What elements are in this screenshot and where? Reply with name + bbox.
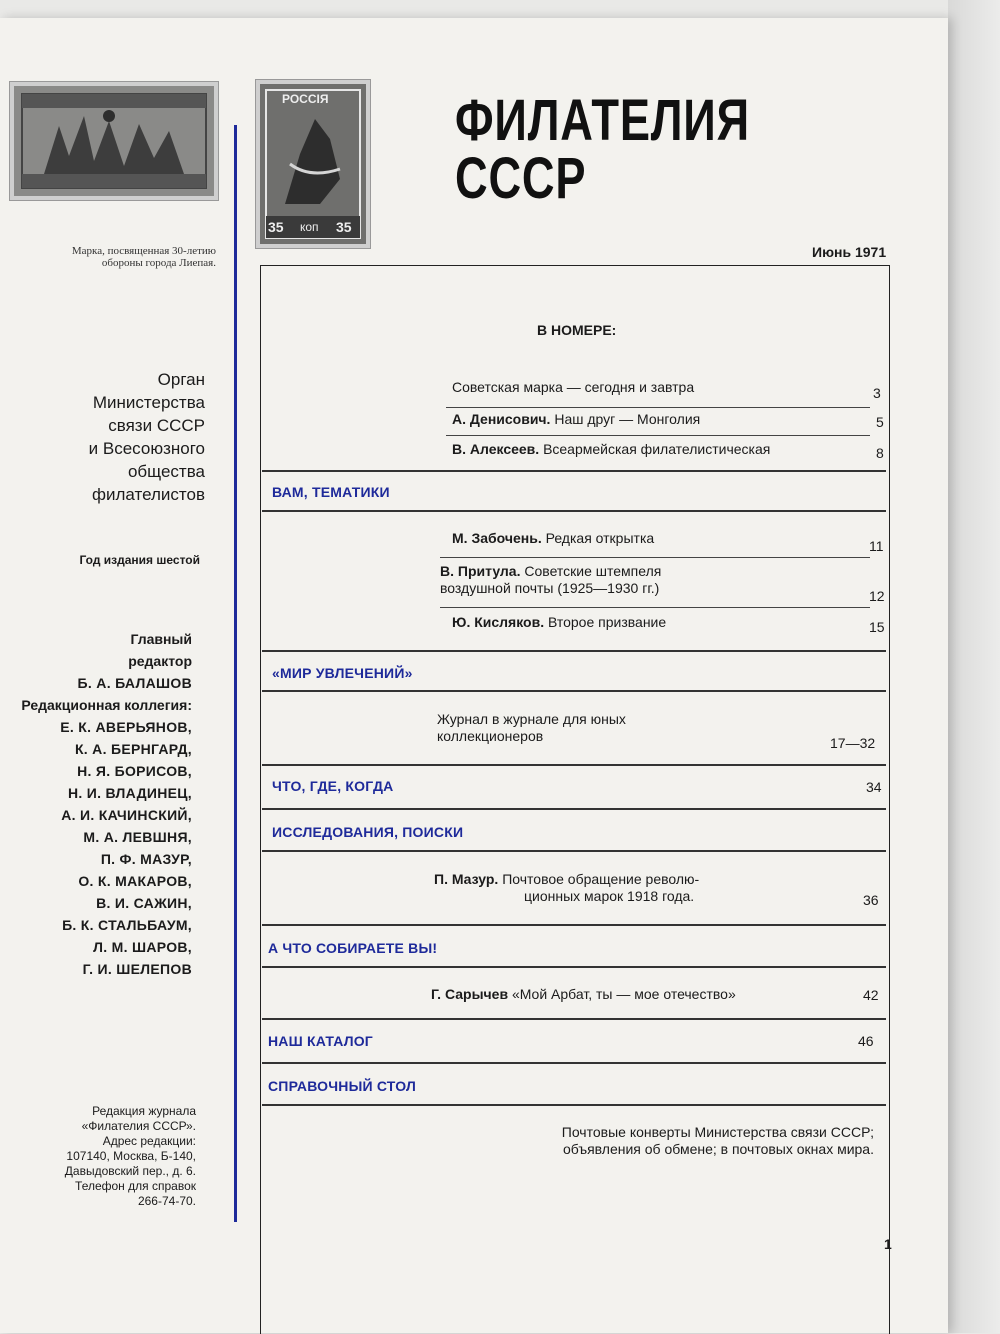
board-member: В. И. САЖИН, — [96, 895, 192, 911]
section-heading[interactable]: ИССЛЕДОВАНИЯ, ПОИСКИ — [272, 824, 464, 840]
editorial-board — [0, 628, 192, 980]
contents-item[interactable] — [431, 986, 736, 1003]
address-line: Редакция журнала — [92, 1104, 196, 1118]
address-line: 266-74-70. — [137, 1194, 196, 1208]
item-title: Советская марка — сегодня и завтра — [452, 379, 695, 395]
item-title: Советские штемпеля — [524, 563, 662, 579]
stamp-caption: Марка, посвященная 30-летию обороны города Лиепая. — [71, 245, 216, 269]
stamp-value-left: 35 — [268, 219, 284, 235]
item-page: 42 — [863, 987, 879, 1003]
section-heading[interactable]: НАШ КАТАЛОГ — [268, 1033, 373, 1049]
item-separator — [440, 607, 870, 608]
contents-item[interactable] — [452, 614, 666, 631]
contents-heading: В НОМЕРЕ: — [537, 322, 617, 338]
title-line-2: СССР — [455, 146, 587, 211]
section-separator — [262, 808, 886, 810]
section-separator — [262, 1062, 886, 1064]
item-title: Редкая открытка — [545, 530, 655, 546]
item-page: 3 — [873, 385, 881, 401]
section-separator — [262, 1104, 886, 1106]
item-author: В. Притула. — [440, 563, 521, 579]
section-separator — [262, 650, 886, 652]
organ-line: Орган — [157, 370, 205, 389]
title-line-1: ФИЛАТЕЛИЯ — [455, 88, 750, 153]
contents-item[interactable] — [460, 1124, 874, 1158]
item-page: 11 — [869, 538, 884, 554]
organ-line: связи СССР — [108, 416, 205, 435]
board-member: Г. И. ШЕЛЕПОВ — [82, 961, 192, 977]
item-title-continued: коллекционеров — [437, 728, 544, 744]
section-heading[interactable]: СПРАВОЧНЫЙ СТОЛ — [268, 1078, 416, 1094]
board-member: Б. К. СТАЛЬБАУМ, — [62, 917, 192, 933]
board-title: Редакционная коллегия: — [21, 697, 192, 713]
section-separator — [262, 924, 886, 926]
board-member: П. Ф. МАЗУР, — [100, 851, 192, 867]
board-member: Н. И. ВЛАДИНЕЦ, — [67, 785, 192, 801]
item-author: Ю. Кисляков. — [452, 614, 545, 630]
item-page: 15 — [869, 619, 885, 635]
item-title-continued: воздушной почты (1925—1930 гг.) — [440, 580, 660, 596]
editor-name: Б. А. БАЛАШОВ — [77, 675, 192, 691]
item-author: В. Алексеев. — [452, 441, 540, 457]
organ-line: и Всесоюзного — [88, 439, 205, 458]
page-number: 1 — [884, 1236, 892, 1252]
section-separator — [262, 470, 886, 472]
address-line: 107140, Москва, Б-140, — [66, 1149, 196, 1163]
item-page: 36 — [863, 892, 879, 908]
board-member: А. И. КАЧИНСКИЙ, — [61, 807, 192, 823]
issue-date: Июнь 1971 — [812, 244, 887, 260]
item-title: Почтовые конверты Министерства связи СССР; — [561, 1124, 874, 1140]
magazine-title — [455, 88, 750, 211]
contents-item[interactable] — [452, 379, 694, 396]
address-line: Телефон для справок — [75, 1179, 196, 1193]
stamp-value-right: 35 — [336, 219, 352, 235]
item-page: 12 — [869, 588, 885, 604]
item-author: М. Забочень. — [452, 530, 542, 546]
section-separator — [262, 690, 886, 692]
board-member: К. А. БЕРНГАРД, — [74, 741, 192, 757]
item-page: 17—32 — [830, 735, 876, 751]
item-title: Почтовое обращение револю- — [502, 871, 700, 887]
section-heading[interactable]: ВАМ, ТЕМАТИКИ — [272, 484, 390, 500]
item-title: Второе призвание — [547, 614, 667, 630]
contents-item[interactable] — [437, 711, 626, 745]
section-heading[interactable]: ЧТО, ГДЕ, КОГДА — [272, 778, 394, 794]
item-title: Всеармейская филателистическая — [543, 441, 771, 457]
section-separator — [262, 764, 886, 766]
section-heading[interactable]: А ЧТО СОБИРАЕТЕ ВЫ! — [268, 940, 438, 956]
item-separator — [440, 557, 870, 558]
section-heading[interactable]: «МИР УВЛЕЧЕНИЙ» — [272, 665, 413, 681]
item-author: Г. Сарычев — [431, 986, 509, 1002]
stamp-unit-label: коп — [300, 220, 319, 234]
address-line: Адрес редакции: — [102, 1134, 196, 1148]
section-separator — [262, 966, 886, 968]
stamp-rossia-35 — [256, 80, 370, 248]
item-title-continued: объявления об обмене; в почтовых окнах мира. — [562, 1141, 874, 1157]
item-separator — [446, 407, 870, 408]
address-line: Давыдовский пер., д. 6. — [64, 1164, 196, 1178]
publication-year: Год издания шестой — [79, 553, 200, 567]
contents-item[interactable] — [452, 411, 700, 428]
item-author: А. Денисович. — [452, 411, 551, 427]
stamp-liepaja — [10, 82, 218, 200]
editor-title: Главный — [130, 631, 192, 647]
section-separator — [262, 850, 886, 852]
item-title: Журнал в журнале для юных — [437, 711, 626, 727]
address-line: «Филателия СССР». — [81, 1119, 196, 1133]
contents-item[interactable] — [452, 530, 654, 547]
background-cloth — [948, 0, 1000, 1333]
board-member: Л. М. ШАРОВ, — [93, 939, 192, 955]
contents-item[interactable] — [452, 441, 770, 458]
item-page: 5 — [876, 414, 884, 430]
stamp-liepaja-image — [14, 86, 214, 196]
board-member: Е. К. АВЕРЬЯНОВ, — [60, 719, 192, 735]
stamp-country-label: РОССIЯ — [282, 92, 329, 106]
item-title: Наш друг — Монголия — [554, 411, 701, 427]
section-separator — [262, 510, 886, 512]
section-page: 34 — [866, 779, 882, 795]
section-separator — [262, 1018, 886, 1020]
board-member: О. К. МАКАРОВ, — [78, 873, 192, 889]
item-separator — [446, 435, 870, 436]
item-title: «Мой Арбат, ты — мое отечество» — [511, 986, 736, 1002]
board-member: М. А. ЛЕВШНЯ, — [83, 829, 192, 845]
blue-divider-line — [234, 125, 237, 1222]
organ-line: общества — [127, 462, 205, 481]
section-page: 46 — [858, 1033, 874, 1049]
contents-item[interactable] — [440, 563, 661, 597]
item-page: 8 — [876, 445, 884, 461]
board-member: Н. Я. БОРИСОВ, — [77, 763, 192, 779]
contents-item[interactable] — [434, 871, 699, 905]
organ-line: филателистов — [92, 485, 205, 504]
editor-title: редактор — [128, 653, 192, 669]
item-author: П. Мазур. — [434, 871, 499, 887]
editorial-address — [20, 1104, 196, 1209]
organ-statement — [10, 368, 205, 506]
item-title-continued: ционных марок 1918 года. — [524, 888, 695, 904]
organ-line: Министерства — [92, 393, 205, 412]
